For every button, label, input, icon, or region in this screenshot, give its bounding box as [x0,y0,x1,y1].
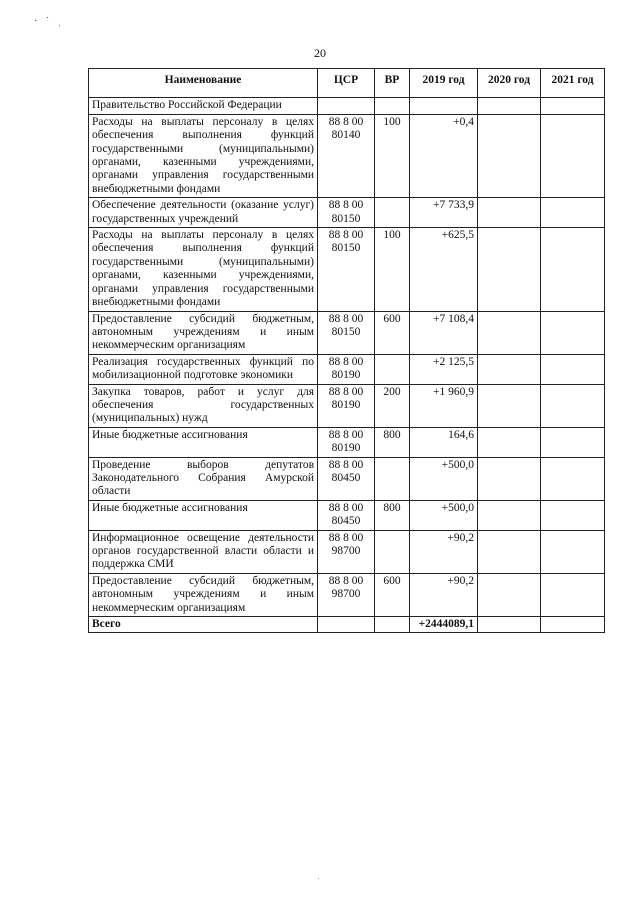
row-csr-cell: 88 8 00 80190 [318,427,375,457]
table-cell [478,98,541,114]
table-row [89,354,605,384]
row-y2021-cell [541,354,605,384]
table-row [89,530,605,573]
row-y2020-cell [478,427,541,457]
row-name-cell: Информационное освещение деятельности органов государственной власти области и поддержка СМИ [89,530,318,573]
row-csr-cell: 88 8 00 80450 [318,457,375,500]
header-2020: 2020 год [478,69,541,98]
row-y2019-cell: +1 960,9 [410,384,478,427]
row-name-cell: Закупка товаров, работ и услуг для обеспечения государственных (муниципальных) нужд [89,384,318,427]
row-csr-cell: 88 8 00 80150 [318,228,375,311]
row-vr-cell [375,457,410,500]
row-vr-cell: 800 [375,500,410,530]
row-vr-cell [375,354,410,384]
table-cell [478,617,541,633]
total-2019: +2444089,1 [410,617,478,633]
table-header-row [89,69,605,98]
row-y2019-cell: +625,5 [410,228,478,311]
row-y2021-cell [541,457,605,500]
row-vr-cell: 100 [375,114,410,197]
row-csr-cell: 88 8 00 80150 [318,311,375,354]
row-y2020-cell [478,354,541,384]
scan-speck [318,878,319,879]
row-y2021-cell [541,573,605,616]
row-y2019-cell: +500,0 [410,457,478,500]
table-row [89,427,605,457]
header-csr: ЦСР [318,69,375,98]
table-cell [541,617,605,633]
total-label: Всего [89,617,318,633]
table-row [89,500,605,530]
table-row [89,573,605,616]
page-number: 20 [314,46,326,60]
row-y2021-cell [541,530,605,573]
row-vr-cell: 600 [375,311,410,354]
row-y2020-cell [478,384,541,427]
row-vr-cell: 600 [375,573,410,616]
table-row [89,228,605,311]
row-y2020-cell [478,114,541,197]
row-name-cell: Предоставление субсидий бюджетным, автономным учреждениям и иным некоммерческим организациям [89,311,318,354]
row-y2019-cell: +0,4 [410,114,478,197]
row-y2019-cell: +2 125,5 [410,354,478,384]
row-y2021-cell [541,500,605,530]
section-title: Правительство Российской Федерации [89,98,318,114]
row-csr-cell: 88 8 00 98700 [318,530,375,573]
table-cell [410,98,478,114]
row-y2021-cell [541,427,605,457]
row-name-cell: Иные бюджетные ассигнования [89,427,318,457]
row-y2020-cell [478,198,541,228]
table-cell [318,617,375,633]
row-vr-cell: 100 [375,228,410,311]
table-cell [375,98,410,114]
row-y2021-cell [541,228,605,311]
row-y2020-cell [478,228,541,311]
row-y2021-cell [541,114,605,197]
row-y2019-cell: +7 733,9 [410,198,478,228]
total-row [89,617,605,633]
header-2019: 2019 год [410,69,478,98]
row-y2020-cell [478,311,541,354]
row-name-cell: Иные бюджетные ассигнования [89,500,318,530]
row-y2020-cell [478,500,541,530]
scan-specks: · ˙ ˌ [34,16,64,27]
row-name-cell: Расходы на выплаты персоналу в целях обеспечения выполнения функций государственными (муниципальными) органами, казенными учреждениями, органами управления государственными внебюджетными фондами [89,228,318,311]
table-cell [375,617,410,633]
row-csr-cell: 88 8 00 80190 [318,354,375,384]
row-name-cell: Проведение выборов депутатов Законодательного Собрания Амурской области [89,457,318,500]
header-name: Наименование [89,69,318,98]
table-row [89,311,605,354]
section-row [89,98,605,114]
row-vr-cell [375,198,410,228]
header-vr: ВР [375,69,410,98]
row-y2019-cell: +90,2 [410,573,478,616]
table-cell [318,98,375,114]
row-vr-cell: 200 [375,384,410,427]
row-y2019-cell: 164,6 [410,427,478,457]
row-y2021-cell [541,384,605,427]
row-y2020-cell [478,573,541,616]
row-name-cell: Расходы на выплаты персоналу в целях обеспечения выполнения функций государственными (муниципальными) органами, казенными учреждениями, органами управления государственными внебюджетными фондами [89,114,318,197]
table-cell [541,98,605,114]
row-name-cell: Реализация государственных функций по мобилизационной подготовке экономики [89,354,318,384]
row-y2021-cell [541,311,605,354]
table-row [89,114,605,197]
row-name-cell: Обеспечение деятельности (оказание услуг) государственных учреждений [89,198,318,228]
row-y2019-cell: +90,2 [410,530,478,573]
budget-table [88,68,605,633]
row-y2019-cell: +500,0 [410,500,478,530]
row-name-cell: Предоставление субсидий бюджетным, автономным учреждениям и иным некоммерческим организациям [89,573,318,616]
table-row [89,457,605,500]
row-csr-cell: 88 8 00 80190 [318,384,375,427]
table-row [89,384,605,427]
row-y2020-cell [478,457,541,500]
row-csr-cell: 88 8 00 80450 [318,500,375,530]
row-y2021-cell [541,198,605,228]
row-vr-cell: 800 [375,427,410,457]
row-y2020-cell [478,530,541,573]
header-2021: 2021 год [541,69,605,98]
row-csr-cell: 88 8 00 98700 [318,573,375,616]
row-vr-cell [375,530,410,573]
table-row [89,198,605,228]
row-csr-cell: 88 8 00 80150 [318,198,375,228]
row-csr-cell: 88 8 00 80140 [318,114,375,197]
row-y2019-cell: +7 108,4 [410,311,478,354]
